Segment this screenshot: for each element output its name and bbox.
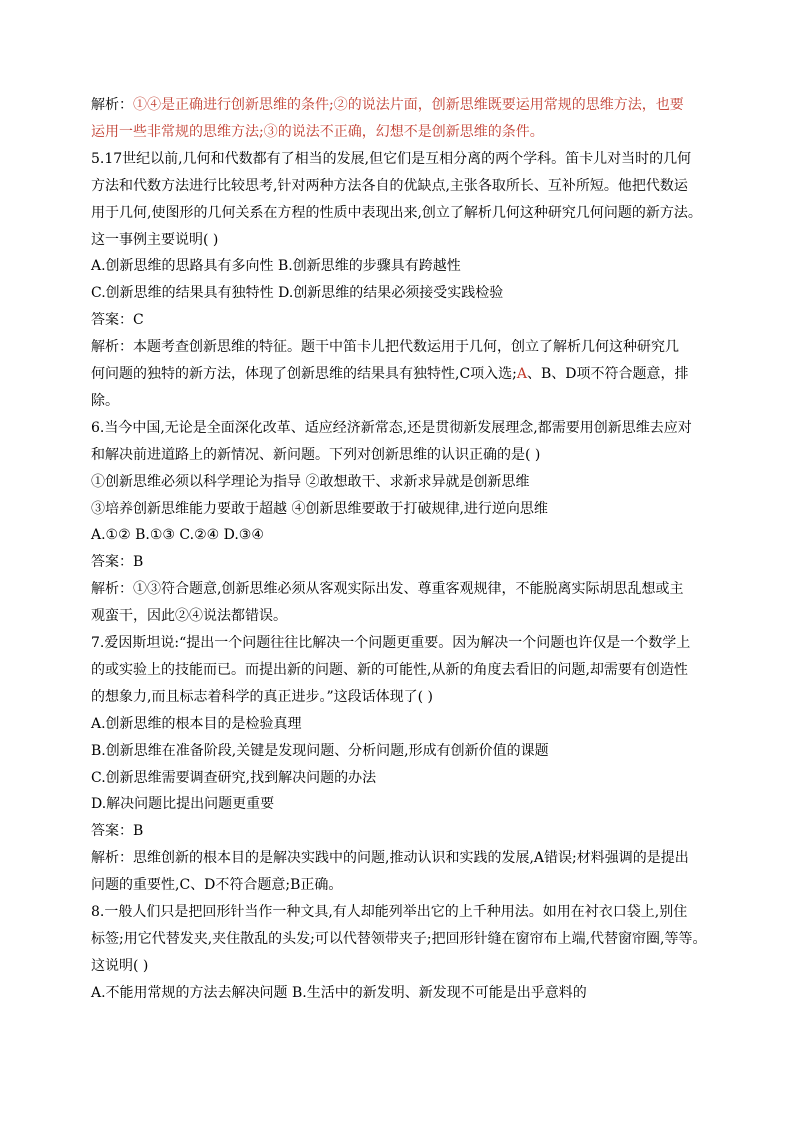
- text-line: [91, 821, 143, 841]
- text-line: [91, 848, 689, 868]
- text-line: [91, 230, 218, 250]
- text-line: [91, 337, 679, 357]
- text-line: [91, 95, 684, 115]
- line-text: C.创新思维需要调查研究,找到解决问题的办法: [91, 769, 377, 786]
- text-line: [91, 714, 302, 734]
- line-text: B.创新思维在准备阶段,关键是发现问题、分析问题,形成有创新价值的课题: [91, 742, 549, 759]
- line-text: 何问题的独特的新方法，体现了创新思维的结果具有独特性,C项入选;: [91, 366, 517, 382]
- text-line: [91, 768, 376, 788]
- line-text: 这一事例主要说明( ): [91, 231, 219, 248]
- line-text: 解析：: [91, 97, 133, 113]
- text-line: [91, 660, 688, 680]
- line-text: 解析：①③符合题意,创新思维必须从客观实际出发、尊重客观规律，不能脱离实际胡思乱想或主: [91, 581, 684, 598]
- line-text: 的或实验上的技能而已。而提出新的问题、新的可能性,从新的角度去看旧的问题,却需要有创造性: [91, 661, 688, 678]
- line-text: 这说明( ): [91, 957, 149, 974]
- line-text: 观蛮干，因此②④说法都错误。: [91, 608, 287, 625]
- text-line: [91, 203, 702, 223]
- text-line: [91, 741, 549, 761]
- line-text: 、B、D项不符合题意，排: [527, 366, 689, 382]
- line-text: 答案：C: [91, 312, 144, 329]
- text-line: [91, 929, 707, 949]
- line-text: 方法和代数方法进行比较思考,针对两种方法各自的优缺点,主张各取所长、互补所短。他把代数运: [91, 177, 688, 194]
- text-line: [91, 875, 342, 895]
- text-line: [91, 525, 264, 545]
- text-line: [91, 983, 587, 1003]
- line-text: 6.当今中国,无论是全面深化改革、适应经济新常态,还是贯彻新发展理念,都需要用创新思维去应对: [91, 419, 692, 436]
- line-text: A.不能用常规的方法去解决问题 B.生活中的新发明、新发现不可能是出乎意料的: [91, 984, 587, 1001]
- text-line: [91, 633, 690, 653]
- text-line: [91, 310, 144, 330]
- text-line: [91, 956, 148, 976]
- line-text: 用于几何,使图形的几何关系在方程的性质中表现出来,创立了解析几何这种研究几何问题的新方法。: [91, 204, 702, 221]
- text-line: [91, 149, 691, 169]
- line-text: A.创新思维的根本目的是检验真理: [91, 715, 302, 732]
- text-line: [91, 283, 503, 303]
- line-text: A.创新思维的思路具有多向性 B.创新思维的步骤具有跨越性: [91, 258, 461, 275]
- text-line: [91, 176, 688, 196]
- text-line: [91, 794, 274, 814]
- text-line: [91, 606, 287, 626]
- text-line: [91, 579, 683, 599]
- line-text: 答案：B: [91, 554, 144, 571]
- text-line: [91, 472, 529, 492]
- highlighted-text: 运用一些非常规的思维方法;③的说法不正确，幻想不是创新思维的条件。: [91, 123, 544, 140]
- line-text: A.①② B.①③ C.②④ D.③④: [91, 527, 264, 544]
- highlighted-text: A: [516, 366, 528, 382]
- line-text: ①创新思维必须以科学理论为指导 ②敢想敢干、求新求异就是创新思维: [91, 473, 530, 490]
- highlighted-text: ①④是正确进行创新思维的条件;②的说法片面，创新思维既要运用常规的思维方法，也要: [133, 97, 684, 113]
- line-text: 解析：思维创新的根本目的是解决实践中的问题,推动认识和实践的发展,A错误;材料强调的是提出: [91, 850, 689, 867]
- text-line: [91, 687, 433, 707]
- text-line: [91, 256, 461, 276]
- line-text: 5.17世纪以前,几何和代数都有了相当的发展,但它们是互相分离的两个学科。笛卡儿对当时的几何: [91, 150, 692, 167]
- line-text: 8.一般人们只是把回形针当作一种文具,有人却能列举出它的上千种用法。如用在衬衣口袋上,别住: [91, 904, 688, 920]
- line-text: 除。: [91, 392, 119, 409]
- text-line: [91, 902, 687, 922]
- line-text: 问题的重要性,C、D不符合题意;B正确。: [91, 877, 343, 894]
- text-line: [91, 552, 143, 572]
- line-text: C.创新思维的结果具有独特性 D.创新思维的结果必须接受实践检验: [91, 285, 504, 302]
- text-line: [91, 364, 689, 384]
- text-line: [91, 391, 119, 411]
- text-line: [91, 445, 540, 465]
- text-line: [91, 122, 544, 142]
- line-text: D.解决问题比提出问题更重要: [91, 796, 275, 813]
- line-text: 的想象力,而且标志着科学的真正进步。”这段话体现了( ): [91, 688, 433, 705]
- line-text: 标签;用它代替发夹,夹住散乱的头发;可以代替领带夹子;把回形针缝在窗帘布上端,代替窗帘圈,等等。: [91, 930, 707, 947]
- line-text: 7.爱因斯坦说:“提出一个问题往往比解决一个问题更重要。因为解决一个问题也许仅是一个数学上: [91, 635, 691, 651]
- text-line: [91, 499, 548, 519]
- line-text: 和解决前进道路上的新情况、新问题。下列对创新思维的认识正确的是( ): [91, 446, 541, 463]
- line-text: 解析：本题考查创新思维的特征。题干中笛卡儿把代数运用于几何，创立了解析几何这种研究几: [91, 339, 679, 356]
- line-text: ③培养创新思维能力要敢于超越 ④创新思维要敢于打破规律,进行逆向思维: [91, 500, 548, 517]
- text-line: [91, 418, 692, 438]
- line-text: 答案：B: [91, 823, 144, 840]
